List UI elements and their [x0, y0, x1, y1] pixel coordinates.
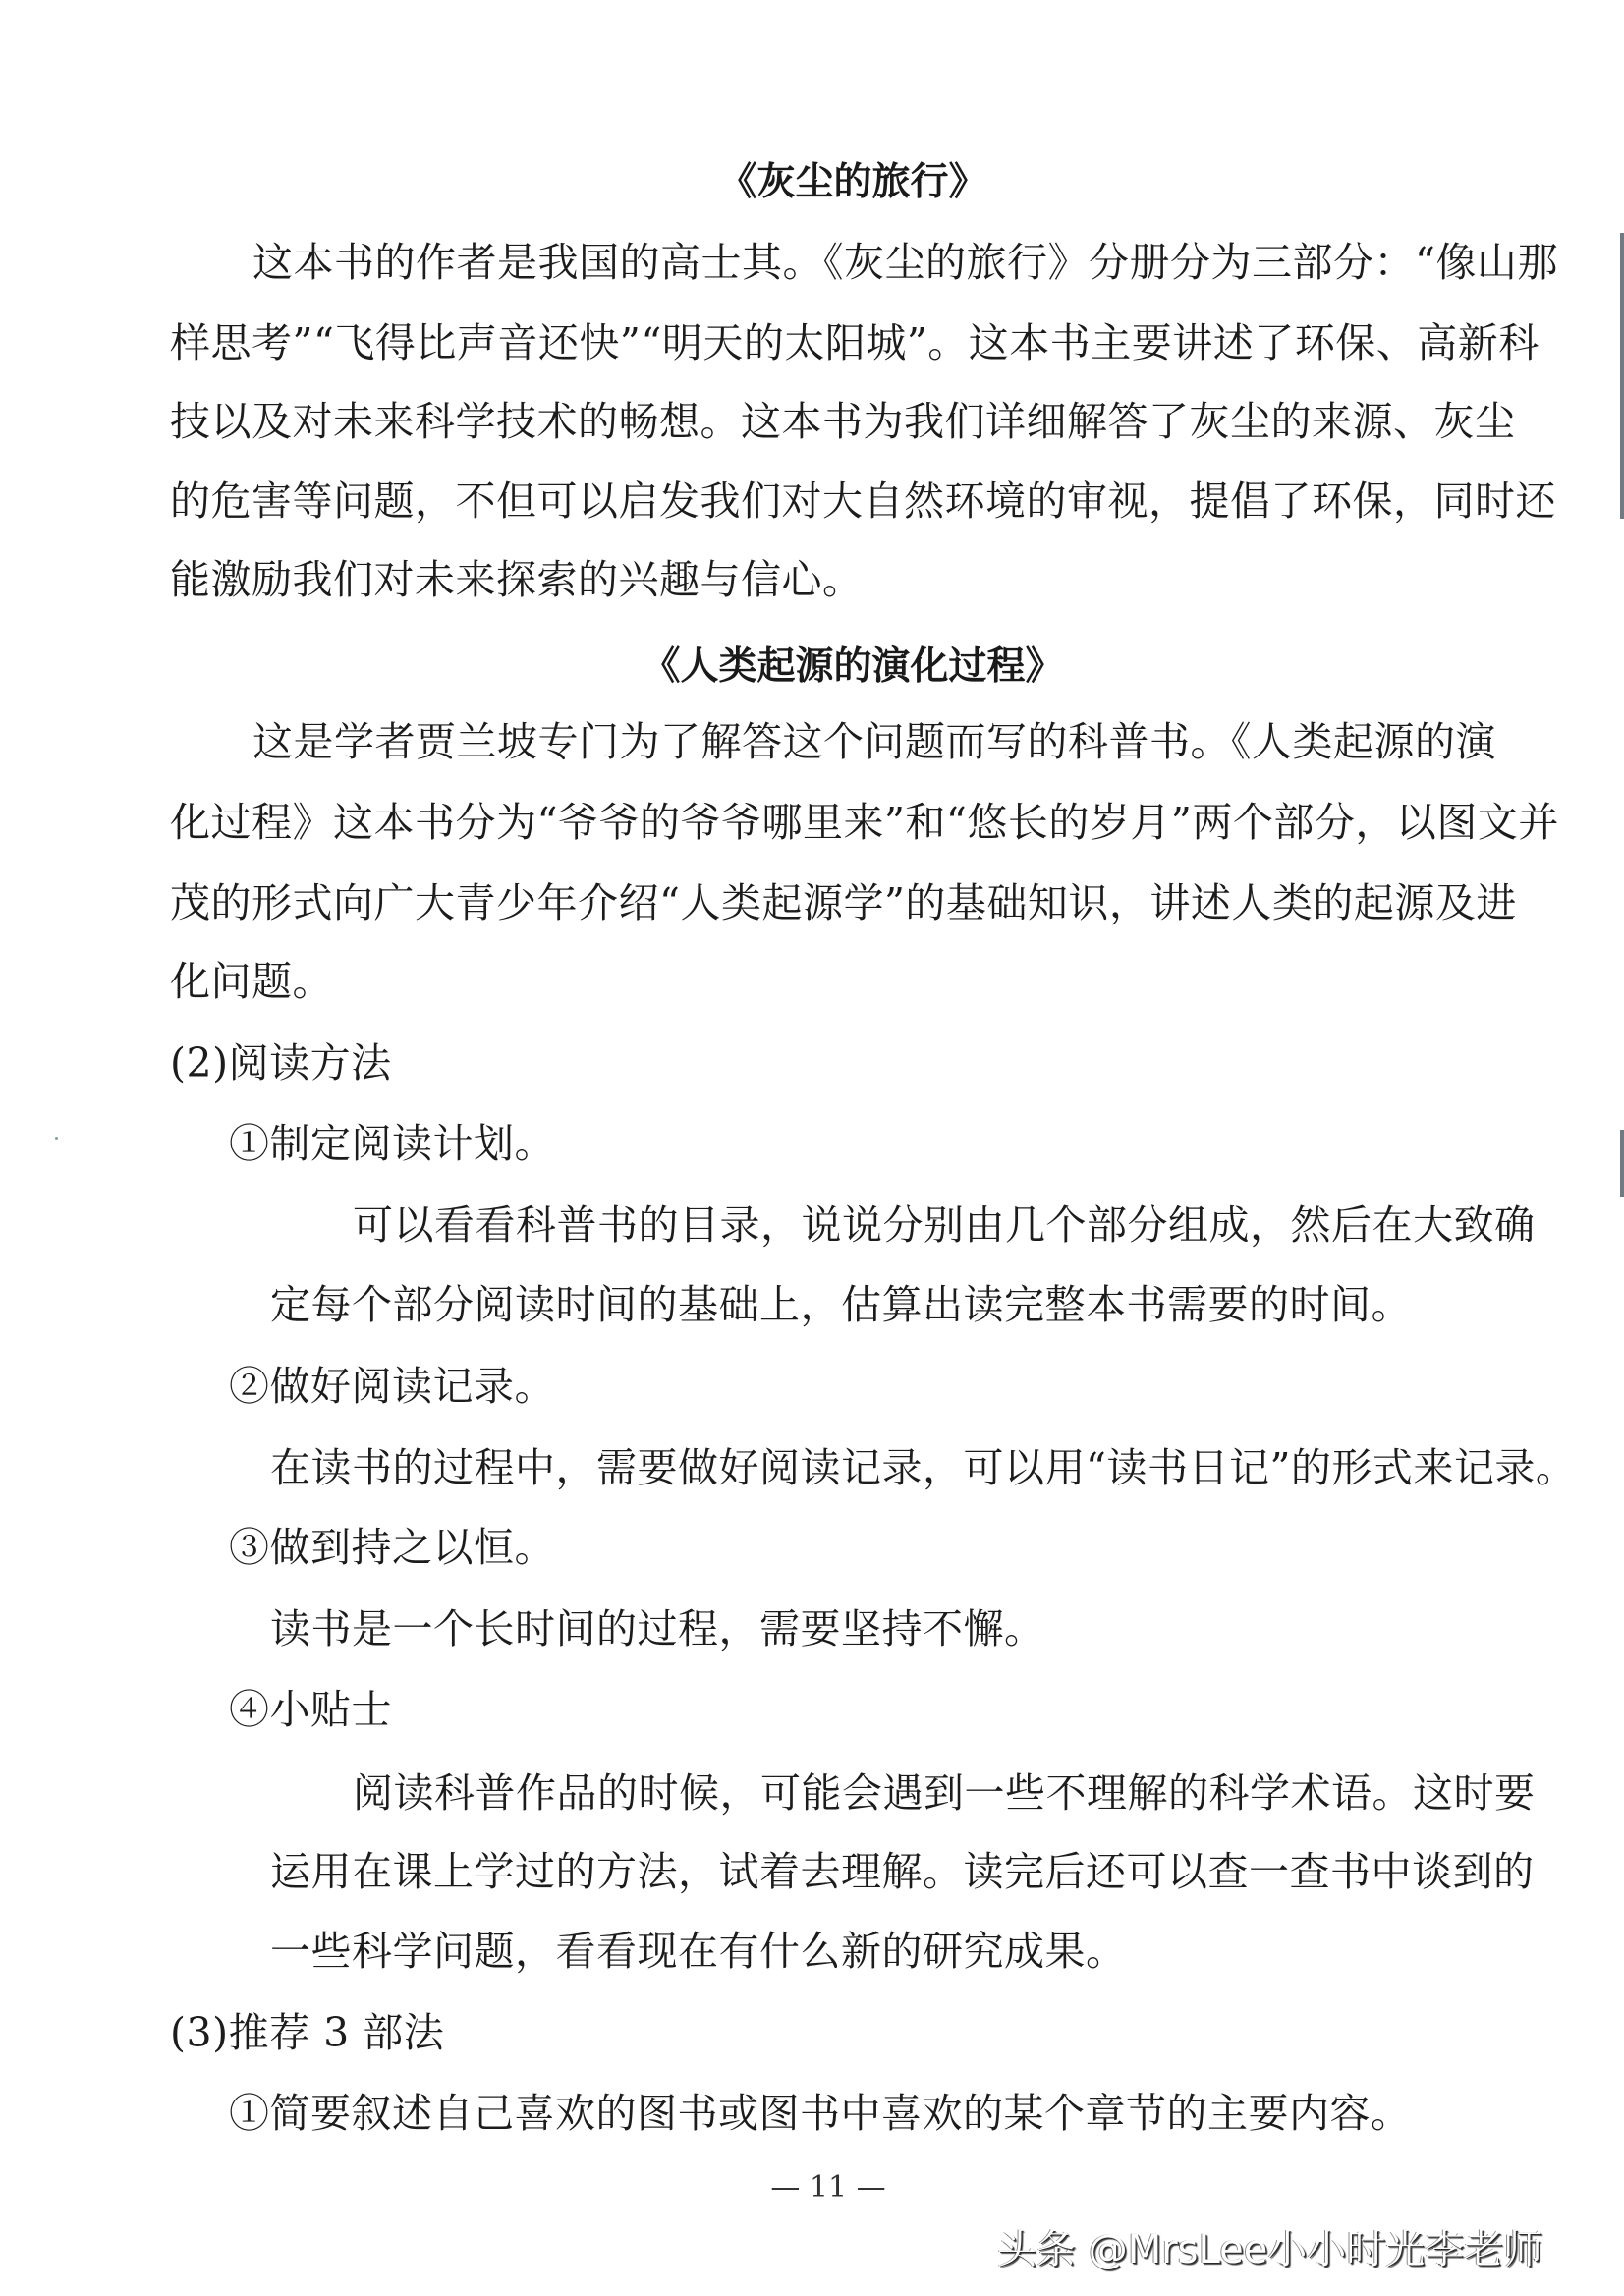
- method-item-body: 在读书的过程中，需要做好阅读记录，可以用“读书日记”的形式来记录。: [270, 1444, 1577, 1491]
- method-item-label: ③做到持之以恒。: [229, 1524, 555, 1571]
- page-number: — 11 —: [770, 2170, 886, 2205]
- paragraph-line: 化过程》这本书分为“爷爷的爷爷哪里来”和“悠长的岁月”两个部分，以图文并: [170, 799, 1559, 846]
- paragraph-line: 的危害等问题，不但可以启发我们对大自然环境的审视，提倡了环保，同时还: [170, 477, 1556, 525]
- method-item-body: 阅读科普作品的时候，可能会遇到一些不理解的科学术语。这时要: [353, 1769, 1536, 1817]
- method-item-label: ④小贴士: [229, 1686, 392, 1733]
- book-title-dust-journey: 《灰尘的旅行》: [718, 160, 987, 204]
- method-item-body: 读书是一个长时间的过程，需要坚持不懈。: [270, 1605, 1045, 1652]
- method-item-body: 运用在课上学过的方法，试着去理解。读完后还可以查一查书中谈到的: [270, 1848, 1535, 1895]
- section-heading-recommend: (3)推荐 3 部法: [170, 2009, 445, 2056]
- method-item-label: ②做好阅读记录。: [229, 1363, 555, 1410]
- scan-edge-mark: [1620, 1130, 1624, 1197]
- scan-edge-mark: [1620, 233, 1624, 519]
- method-item-body: 可以看看科普书的目录，说说分别由几个部分组成，然后在大致确: [353, 1202, 1536, 1249]
- method-item-label: ①制定阅读计划。: [229, 1120, 555, 1167]
- paragraph-line: 样思考”“飞得比声音还快”“明天的太阳城”。这本书主要讲述了环保、高新科: [170, 319, 1540, 366]
- paragraph-line: 这本书的作者是我国的高士其。《灰尘的旅行》分册分为三部分：“像山那: [252, 239, 1558, 286]
- paragraph-line: 能激励我们对未来探索的兴趣与信心。: [170, 556, 864, 603]
- paragraph-line: 茂的形式向广大青少年介绍“人类起源学”的基础知识，讲述人类的起源及进: [170, 879, 1517, 926]
- book-title-human-origin: 《人类起源的演化过程》: [642, 644, 1064, 689]
- paragraph-line: 这是学者贾兰坡专门为了解答这个问题而写的科普书。《人类起源的演: [252, 718, 1496, 765]
- section-heading-reading-methods: (2)阅读方法: [170, 1039, 392, 1087]
- scan-speck: [55, 1137, 58, 1140]
- paragraph-line: 技以及对未来科学技术的畅想。这本书为我们详细解答了灰尘的来源、灰尘: [170, 398, 1516, 445]
- method-item-body: 一些科学问题，看看现在有什么新的研究成果。: [270, 1928, 1127, 1975]
- watermark: 头条 @MrsLee小小时光李老师: [997, 2227, 1543, 2272]
- recommend-item: ①简要叙述自己喜欢的图书或图书中喜欢的某个章节的主要内容。: [229, 2090, 1412, 2137]
- method-item-body: 定每个部分阅读时间的基础上，估算出读完整本书需要的时间。: [270, 1281, 1412, 1328]
- paragraph-line: 化问题。: [170, 958, 333, 1005]
